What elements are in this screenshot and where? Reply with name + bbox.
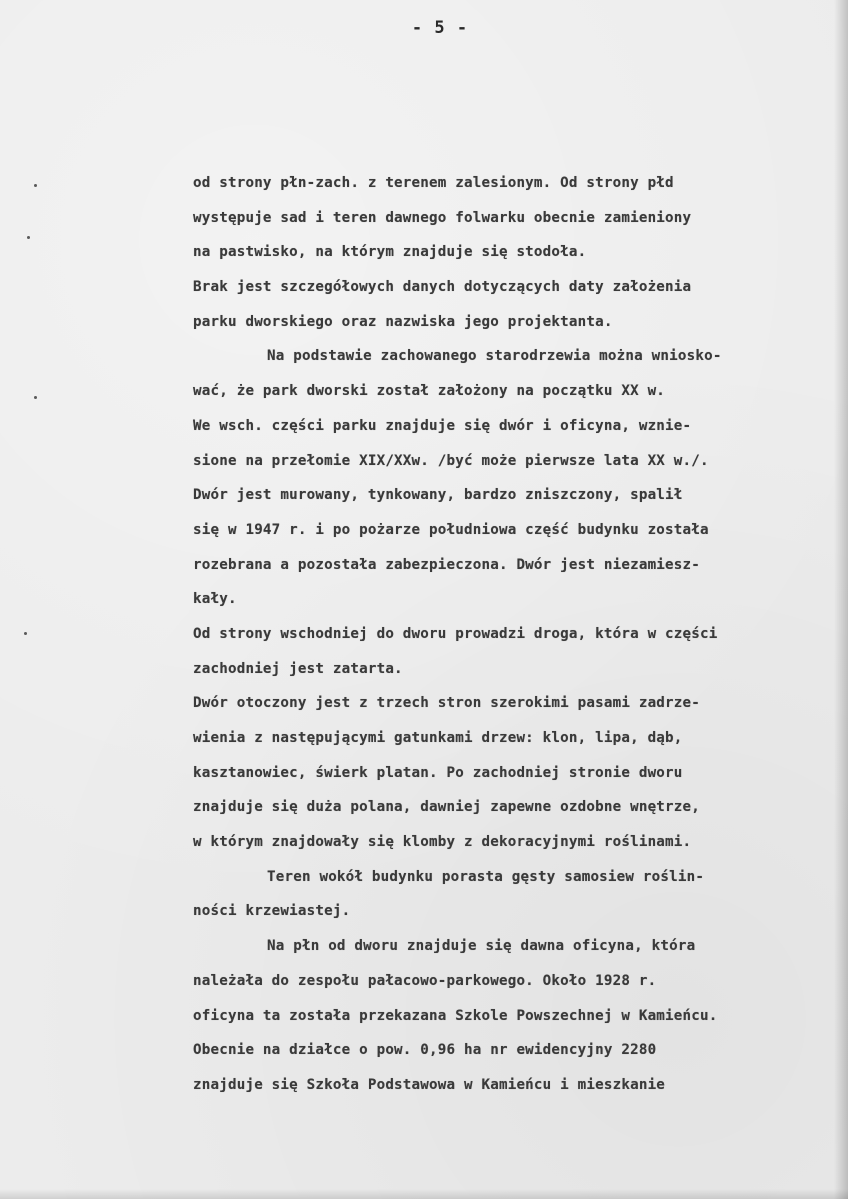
text-line: występuje sad i teren dawnego folwarku obecnie zamieniony: [193, 209, 692, 226]
page-bottom-shadow: [0, 1189, 848, 1199]
text-line: wać, że park dworski został założony na początku XX w.: [193, 383, 666, 400]
page-number: - 5 -: [411, 18, 469, 38]
text-line: parku dworskiego oraz nazwiska jego projektanta.: [193, 313, 613, 330]
text-line: w którym znajdowały się klomby z dekoracyjnymi roślinami.: [193, 834, 692, 851]
margin-mark: [27, 236, 30, 239]
body-text: [193, 166, 823, 1103]
text-line: znajduje się Szkoła Podstawowa w Kamieńcu i mieszkanie: [193, 1076, 666, 1093]
margin-mark: [34, 184, 37, 187]
paragraph-start-line: Na płn od dworu znajduje się dawna oficyna, która: [267, 938, 696, 955]
text-line: od strony płn-zach. z terenem zalesionym. Od strony płd: [193, 175, 674, 191]
margin-mark: [34, 396, 37, 399]
text-line: sione na przełomie XIX/XXw. /być może pierwsze lata XX w./.: [193, 452, 709, 469]
text-line: zachodniej jest zatarta.: [193, 660, 403, 677]
page-edge-shadow: [834, 0, 848, 1199]
text-line: kały.: [193, 591, 237, 608]
text-line: się w 1947 r. i po pożarze południowa część budynku została: [193, 521, 709, 538]
paragraph-start-line: Teren wokół budynku porasta gęsty samosiew roślin-: [267, 868, 705, 885]
text-line: Brak jest szczegółowych danych dotyczących daty założenia: [193, 279, 692, 296]
text-line: oficyna ta została przekazana Szkole Powszechnej w Kamieńcu.: [193, 1007, 718, 1024]
text-line: Obecnie na działce o pow. 0,96 ha nr ewidencyjny 2280: [193, 1042, 657, 1059]
text-line: kasztanowiec, świerk platan. Po zachodniej stronie dworu: [193, 764, 683, 781]
text-line: Dwór otoczony jest z trzech stron szerokimi pasami zadrze-: [193, 695, 701, 712]
text-line: ności krzewiastej.: [193, 903, 351, 920]
margin-mark: [24, 632, 27, 635]
text-line: wienia z następującymi gatunkami drzew: klon, lipa, dąb,: [193, 730, 683, 746]
text-line: Dwór jest murowany, tynkowany, bardzo zniszczony, spalił: [193, 487, 683, 504]
text-line: znajduje się duża polana, dawniej zapewne ozdobne wnętrze,: [193, 799, 701, 816]
text-line: We wsch. części parku znajduje się dwór i oficyna, wznie-: [193, 417, 692, 434]
text-line: należała do zespołu pałacowo-parkowego. Około 1928 r.: [193, 972, 657, 989]
paragraph-start-line: Na podstawie zachowanego starodrzewia można wniosko-: [267, 348, 722, 365]
text-line: na pastwisko, na którym znajduje się stodoła.: [193, 244, 587, 261]
text-line: rozebrana a pozostała zabezpieczona. Dwór jest niezamiesz-: [193, 556, 701, 573]
text-line: Od strony wschodniej do dworu prowadzi droga, która w części: [193, 625, 718, 642]
